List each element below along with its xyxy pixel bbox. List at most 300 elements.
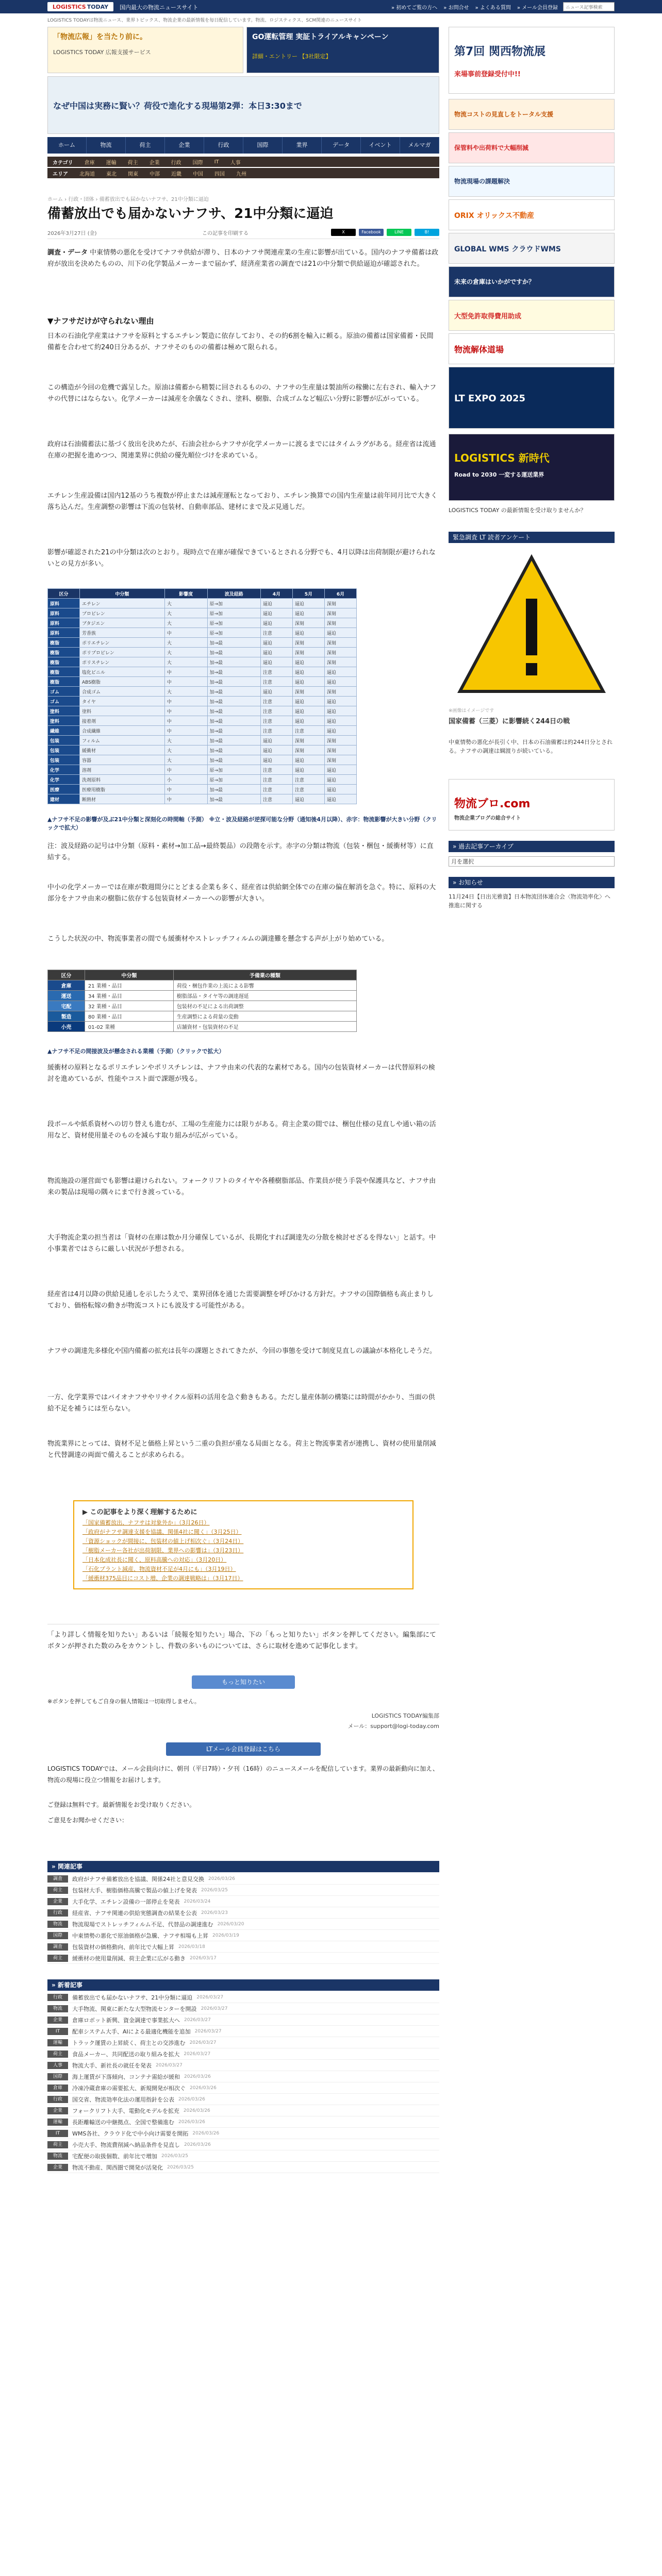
news-title[interactable]: 倉庫ロボット新興、資金調達で事業拡大へ bbox=[72, 2016, 180, 2024]
top-link-register[interactable]: » メール会員登録 bbox=[517, 5, 558, 11]
list-item[interactable] bbox=[47, 2003, 439, 2014]
related-reading-link[interactable]: 「緩衝材375品目にコスト増、企業の調達戦略は」（3月17日） bbox=[82, 1575, 243, 1582]
table-cell: 容器 bbox=[80, 755, 165, 765]
table-cell: 逼迫 bbox=[324, 667, 356, 677]
table-cell: ゴム bbox=[48, 697, 80, 706]
news-title[interactable]: 長距離輸送の中継拠点、全国で整備進む bbox=[72, 2119, 174, 2126]
ad-cost-title: 物流コストの見直しをトータル支援 bbox=[454, 111, 554, 118]
table-row bbox=[48, 775, 357, 785]
table-cell: 深刻 bbox=[324, 638, 356, 648]
nav-item[interactable]: 国際 bbox=[243, 137, 283, 154]
table-cell: 包装材の不足による出荷調整 bbox=[173, 1001, 356, 1011]
category-link[interactable]: 運輸 bbox=[106, 160, 117, 166]
paragraph-text: 中東情勢の悪化を受けてナフサ供給が滞り、日本のナフサ関連産業の生産に影響が出ている。国内のナフサ備蓄は政府が放出を決めたものの、川下の化学製品メーカーまで届かず、経済産業省の調査では21の中分類で供給逼迫が確認された。 bbox=[47, 249, 439, 268]
news-title[interactable]: 経産省、ナフサ関連の供給実態調査の結果を公表 bbox=[72, 1909, 197, 1917]
table-cell: 注意 bbox=[260, 667, 292, 677]
table-cell: ABS樹脂 bbox=[80, 677, 165, 687]
list-item[interactable] bbox=[47, 1896, 439, 1907]
article-paragraph: 一方、化学業界ではバイオナフサやリサイクル原料の活用を急ぐ動きもある。ただし量産体制の構築には時間がかかり、当面の供給不足を補うには至らない。 bbox=[47, 1394, 435, 1413]
forecast-table[interactable] bbox=[47, 588, 357, 804]
table-cell: 注意 bbox=[292, 726, 324, 736]
ad-lt-expo[interactable] bbox=[449, 367, 615, 429]
list-item[interactable] bbox=[47, 2082, 439, 2094]
table-cell: ブタジエン bbox=[80, 618, 165, 628]
table-cell: 中 bbox=[164, 697, 207, 706]
ad-top-1[interactable] bbox=[47, 27, 243, 73]
top-link-first-visit[interactable]: » 初めてご覧の方へ bbox=[391, 5, 438, 11]
top-link-faq[interactable]: » よくある質問 bbox=[475, 5, 511, 11]
notice-heading: » お知らせ bbox=[449, 877, 615, 888]
news-date: 2026/03/27 bbox=[184, 2017, 211, 2023]
ad-dojo-title: 物流解体道場 bbox=[454, 345, 504, 354]
news-date: 2026/03/18 bbox=[178, 1944, 205, 1950]
notice-text[interactable]: 11月24日【日出光雅資】日本物流団体連合会〈物流効率化〉へ推進に関する bbox=[449, 893, 610, 909]
article-paragraph: 物流業界にとっては、資材不足と価格上昇という二重の負担が重なる局面となる。荷主と物流事業者が連携し、資材の使用量削減と代替調達の両面で備えることが求められる。 bbox=[47, 1440, 436, 1459]
poll-heading: 緊急調査 LT 読者アンケート bbox=[449, 532, 615, 543]
related-reading-list bbox=[82, 1518, 404, 1583]
content-wrap bbox=[47, 27, 615, 2576]
table-cell: 逼迫 bbox=[324, 726, 356, 736]
list-item[interactable] bbox=[47, 1873, 439, 1885]
table-cell: 中 bbox=[164, 628, 207, 638]
table-cell: 包装 bbox=[48, 755, 80, 765]
table-cell: 中 bbox=[164, 677, 207, 687]
member-text: LOGISTICS TODAYでは、メール会員向けに、朝刊（平日7時）・夕刊（16時）のニュースメールを配信しています。業界の最新動向に加え、物流の現場に役立つ情報をお届けします。 bbox=[47, 1765, 439, 1784]
area-link[interactable]: 九州 bbox=[236, 171, 246, 177]
archive-select[interactable]: 月を選択 bbox=[449, 856, 615, 867]
ad-expo-title: LT EXPO 2025 bbox=[454, 393, 526, 404]
article-paragraph: 注：波及経路の記号は中分類（原料・素材→加工品→最終製品）の段階を示す。赤字の分類は物流（包装・梱包・緩衝材等）に直結する。 bbox=[47, 842, 434, 861]
table-cell: 深刻 bbox=[324, 745, 356, 755]
category-link[interactable]: 倉庫 bbox=[84, 160, 95, 166]
news-date: 2026/03/26 bbox=[184, 2074, 211, 2079]
news-title[interactable]: トラック運賃の上昇続く、荷主との交渉進む bbox=[72, 2039, 186, 2046]
list-item[interactable] bbox=[47, 2026, 439, 2037]
table-cell: 加→最 bbox=[207, 638, 260, 648]
ad-banner[interactable] bbox=[47, 76, 439, 134]
table-cell: 樹脂 bbox=[48, 648, 80, 657]
table-cell: 注意 bbox=[260, 628, 292, 638]
related-news-heading: » 関連記事 bbox=[47, 1861, 439, 1872]
table-cell: 包装 bbox=[48, 736, 80, 745]
news-title[interactable]: 小売大手、物流費削減へ納品条件を見直し bbox=[72, 2141, 180, 2148]
table-cell: 逼迫 bbox=[260, 608, 292, 618]
table-row bbox=[48, 736, 357, 745]
list-item[interactable] bbox=[47, 1907, 439, 1919]
ad-blog[interactable] bbox=[449, 779, 615, 831]
ad-future-warehouse[interactable] bbox=[449, 266, 615, 297]
table-cell: 逼迫 bbox=[260, 618, 292, 628]
table-header-row bbox=[48, 970, 357, 980]
table-cell: 中 bbox=[164, 716, 207, 726]
nav-item[interactable]: 企業 bbox=[165, 137, 204, 154]
article-paragraph: 大手物流企業の担当者は「資材の在庫は数か月分確保しているが、長期化すれば調達先の分散を検討せざるを得ない」と話す。中小事業者ではさらに厳しい状況が予想される。 bbox=[47, 1234, 436, 1253]
nav-item[interactable]: データ bbox=[322, 137, 361, 154]
news-title[interactable]: 物流不動産、関西圏で開発が活発化 bbox=[72, 2164, 163, 2171]
table-cell: 注意 bbox=[260, 794, 292, 804]
news-title[interactable]: 包装材大手、樹脂価格高騰で製品の値上げを発表 bbox=[72, 1887, 197, 1894]
table-cell: 生産調整による荷量の変動 bbox=[173, 1011, 356, 1022]
table-row bbox=[48, 648, 357, 657]
table-header-cell: 4月 bbox=[260, 589, 292, 599]
ad-top-2-sub: 詳細・エントリー 【3社限定】 bbox=[252, 53, 332, 60]
table-cell: 大 bbox=[164, 736, 207, 745]
article-paragraph: エチレン生産設備は国内12基のうち複数が停止または減産運転となっており、エチレン換算での国内生産量は前年同月比で大きく落ち込んだ。生産調整の影響は下流の包装材、自動車部品、建材にまで及ぶ見通しだ。 bbox=[47, 492, 438, 511]
newsletter-promo[interactable]: LOGISTICS TODAY の最新情報を受け取りませんか？ bbox=[449, 507, 586, 514]
nav-item[interactable]: 物流 bbox=[87, 137, 126, 154]
site-tagline: 国内最大の物流ニュースサイト bbox=[120, 4, 198, 11]
table-cell: 塗料 bbox=[80, 706, 165, 716]
table-cell: 逼迫 bbox=[324, 706, 356, 716]
news-date: 2026/03/27 bbox=[156, 2062, 183, 2068]
table-cell: 加→最 bbox=[207, 716, 260, 726]
share-x-button[interactable]: X bbox=[331, 229, 356, 236]
table-cell: 原料 bbox=[48, 608, 80, 618]
news-title[interactable]: 物流現場でストレッチフィルム不足、代替品の調達進む bbox=[72, 1921, 213, 1928]
site-logo[interactable] bbox=[47, 2, 113, 11]
news-title[interactable]: 物流大手、新社長の就任を発表 bbox=[72, 2062, 152, 2069]
table-cell: 塩化ビニル bbox=[80, 667, 165, 677]
warning-icon bbox=[449, 547, 615, 702]
list-item[interactable] bbox=[47, 2014, 439, 2026]
nav-item[interactable]: イベント bbox=[361, 137, 400, 154]
feedback-label: ご意見をお聞かせください： bbox=[47, 1817, 128, 1824]
table-cell: 逼迫 bbox=[260, 599, 292, 608]
area-link[interactable]: 中国 bbox=[193, 171, 203, 177]
news-title[interactable]: フォークリフト大手、電動化モデルを拡充 bbox=[72, 2107, 179, 2114]
table-row bbox=[48, 697, 357, 706]
table-cell: 樹脂 bbox=[48, 677, 80, 687]
category-badge: 荷主 bbox=[47, 1955, 68, 1962]
table-cell: 逼迫 bbox=[292, 716, 324, 726]
news-title[interactable]: 大手物流、関東に新たな大型物流センターを開設 bbox=[72, 2005, 197, 2012]
article-date: 2026年3月27日 (金) bbox=[47, 231, 97, 236]
table-cell: 塗料 bbox=[48, 706, 80, 716]
table-cell: 芳香族 bbox=[80, 628, 165, 638]
table-cell: 緩衝材 bbox=[80, 745, 165, 755]
news-title[interactable]: 包装資材の価格動向、前年比で大幅上昇 bbox=[72, 1943, 174, 1951]
related-reading-link[interactable]: 「石化プラント減産、物流資材不足が4月にも」（3月19日） bbox=[82, 1566, 236, 1572]
table-cell: 合成繊維 bbox=[80, 726, 165, 736]
ad-new-era[interactable] bbox=[449, 434, 615, 501]
area-link[interactable]: 中部 bbox=[150, 171, 160, 177]
table-cell: 小 bbox=[164, 775, 207, 785]
table-cell: 包装 bbox=[48, 745, 80, 755]
table-cell: 逼迫 bbox=[260, 755, 292, 765]
right-sidebar bbox=[449, 27, 615, 2576]
table-cell: 原→加 bbox=[207, 775, 260, 785]
search-input[interactable]: ニュース記事検索 bbox=[563, 2, 615, 11]
nav-item[interactable]: ホーム bbox=[47, 137, 87, 154]
list-item[interactable] bbox=[47, 2094, 439, 2105]
list-item[interactable] bbox=[47, 2071, 439, 2082]
related-reading-link[interactable]: 「政府がナフサ調達支援を協議、関係4社に聞く」（3月25日） bbox=[82, 1529, 242, 1535]
area-link[interactable]: 北海道 bbox=[79, 171, 95, 177]
category-badge: IT bbox=[47, 2130, 68, 2137]
table-header-cell: 予備業の種類 bbox=[173, 970, 356, 980]
table-cell: ポリエチレン bbox=[80, 638, 165, 648]
table-row bbox=[48, 677, 357, 687]
news-title[interactable]: 宅配便の取扱個数、前年比で増加 bbox=[72, 2153, 157, 2160]
table-cell: 01-02 業種 bbox=[85, 1022, 173, 1032]
news-title[interactable]: 海上運賃が下落傾向、コンテナ需給が緩和 bbox=[72, 2073, 180, 2080]
ad-top-2-title: GO運転管理 実証トライアルキャンペーン bbox=[252, 33, 389, 41]
table-cell: 大 bbox=[164, 648, 207, 657]
table-header-cell: 中分類 bbox=[80, 589, 165, 599]
news-date: 2026/03/26 bbox=[178, 2119, 205, 2125]
table-cell: 原→加 bbox=[207, 628, 260, 638]
table-cell: 大 bbox=[164, 745, 207, 755]
list-item[interactable] bbox=[47, 1885, 439, 1896]
article-paragraph: 経産省は4月以降の供給見通しを示したうえで、業界団体を通じた需要調整を呼びかける方針だ。ナフサの国際価格も高止まりしており、価格転嫁の動きが物流コストにも波及する可能性がある。 bbox=[47, 1291, 434, 1310]
table-cell: ゴム bbox=[48, 687, 80, 697]
article-paragraph: こうした状況の中、物流事業者の間でも緩衝材やストレッチフィルムの調達難を懸念する声が上がり始めている。 bbox=[47, 935, 389, 943]
list-item[interactable] bbox=[47, 2060, 439, 2071]
warning-image[interactable] bbox=[449, 547, 615, 702]
table-cell: 大 bbox=[164, 687, 207, 697]
related-reading-link[interactable]: 「日本化成社長に聞く、原料高騰への対応」（3月20日） bbox=[82, 1556, 227, 1563]
article-paragraph: 政府は石油備蓄法に基づく放出を決めたが、石油会社からナフサが化学メーカーに渡るまでにはタイムラグがある。経産省は流通在庫の把握を進めつつ、関連業界に供給の優先順位づけを求めている。 bbox=[47, 440, 436, 460]
category-link[interactable]: 国際 bbox=[192, 160, 203, 166]
table-cell: 加→最 bbox=[207, 785, 260, 794]
warning-title[interactable]: 国家備蓄（三菱）に影響続く244日の戦 bbox=[449, 718, 570, 725]
news-date: 2026/03/19 bbox=[212, 1933, 239, 1938]
news-title[interactable]: WMS各社、クラウド化で中小向け需要を開拓 bbox=[72, 2130, 189, 2137]
news-date: 2026/03/25 bbox=[201, 1887, 228, 1893]
table-cell: 中 bbox=[164, 667, 207, 677]
table-cell: 化学 bbox=[48, 765, 80, 775]
news-date: 2026/03/26 bbox=[183, 2108, 210, 2113]
table-row bbox=[48, 980, 357, 991]
nav-item[interactable]: 業界 bbox=[283, 137, 322, 154]
ad-top-2[interactable] bbox=[246, 27, 439, 73]
table-cell: 逼迫 bbox=[260, 638, 292, 648]
table-cell: 建材 bbox=[48, 794, 80, 804]
news-title[interactable]: 食品メーカー、共同配送の取り組みを拡大 bbox=[72, 2050, 180, 2058]
table-cell: 原料 bbox=[48, 628, 80, 638]
share-line-button[interactable]: LINE bbox=[387, 229, 411, 236]
like-note: ※ボタンを押してもご自身の個人情報は一切取得しません。 bbox=[47, 1698, 200, 1705]
ad-wms[interactable] bbox=[449, 233, 615, 264]
table-cell: 大 bbox=[164, 657, 207, 667]
category-link[interactable]: 行政 bbox=[171, 160, 181, 166]
table-cell: 加→最 bbox=[207, 726, 260, 736]
share-hatena-button[interactable]: B! bbox=[415, 229, 439, 236]
list-item[interactable] bbox=[47, 2105, 439, 2116]
table-cell: 加→最 bbox=[207, 706, 260, 716]
related-reading-link[interactable]: 「資源ショックが間接に、包装材の値上げ相次ぐ」（3月24日） bbox=[82, 1538, 244, 1545]
news-title[interactable]: 政府がナフサ備蓄放出を協議、関係24社と意見交換 bbox=[72, 1875, 204, 1883]
like-text: 「より詳しく情報を知りたい」あるいは「続報を知りたい」場合、下の「もっと知りたい」ボタンを押してください。編集部にてボタンが押された数のみをカウントし、件数の多いものについては、さらに取材を進めて記事化します。 bbox=[47, 1631, 437, 1650]
list-item[interactable] bbox=[47, 1919, 439, 1930]
news-title[interactable]: 備蓄放出でも届かないナフサ、21中分類に逼迫 bbox=[72, 1994, 193, 2001]
news-date: 2026/03/25 bbox=[167, 2164, 194, 2170]
nav-item[interactable]: メルマガ bbox=[400, 137, 439, 154]
member-note: ご登録は無料です。最新情報をお受け取りください。 bbox=[47, 1801, 196, 1808]
table-cell: 接着剤 bbox=[80, 716, 165, 726]
article-paragraph: 段ボールや紙系資材への切り替えも進むが、工場の生産能力には限りがある。荷主企業の間では、梱包仕様の見直しや通い箱の活用など、資材使用量そのものを減らす取り組みが広がっている。 bbox=[47, 1121, 436, 1140]
article-paragraph: ナフサの調達先多様化や国内備蓄の拡充は長年の課題とされてきたが、今回の事態を受けて制度見直しの議論が本格化しそうだ。 bbox=[47, 1347, 437, 1355]
table-cell: 逼迫 bbox=[292, 755, 324, 765]
article-paragraph: この構造が今回の危機で露呈した。原油は備蓄から精製に回されるものの、ナフサの生産量は製油所の稼働に左右され、輸入ナフサの代替にはならない。化学メーカーは減産を余儀なくされ、塗料、樹脂、合成ゴムなど幅広い分野に影響が広がっている。 bbox=[47, 384, 437, 403]
category-badge: 物流 bbox=[47, 2005, 68, 2012]
news-date: 2026/03/27 bbox=[184, 2051, 211, 2057]
ad-kansai-title: 第7回 関西物流展 bbox=[454, 45, 545, 58]
related-news-list bbox=[47, 1873, 439, 1964]
category-label: カテゴリ bbox=[53, 160, 73, 166]
table-cell: 注意 bbox=[260, 785, 292, 794]
table-cell: 深刻 bbox=[324, 755, 356, 765]
list-item[interactable] bbox=[47, 2037, 439, 2048]
category-link[interactable]: 企業 bbox=[149, 160, 160, 166]
table-cell: 加→最 bbox=[207, 648, 260, 657]
table-cell: 加→最 bbox=[207, 697, 260, 706]
ad-orix[interactable] bbox=[449, 199, 615, 230]
nav-item[interactable]: 行政 bbox=[204, 137, 243, 154]
category-link[interactable]: 人事 bbox=[230, 160, 241, 166]
news-date: 2026/03/27 bbox=[196, 1994, 224, 2000]
table-row bbox=[48, 716, 357, 726]
table-cell: 原→加 bbox=[207, 608, 260, 618]
list-item[interactable] bbox=[47, 2162, 439, 2173]
area-link[interactable]: 関東 bbox=[128, 171, 138, 177]
want-more-button[interactable]: もっと知りたい bbox=[192, 1675, 295, 1689]
ad-banner-title: なぜ中国は実務に賢い？荷役で進化する現場第2弾：本日3:30まで bbox=[53, 101, 302, 111]
ad-problem[interactable] bbox=[449, 166, 615, 197]
top-link-contact[interactable]: » お問合せ bbox=[443, 5, 469, 11]
category-badge: 運輸 bbox=[47, 2119, 68, 2126]
news-title[interactable]: 配車システム大手、AIによる最適化機能を追加 bbox=[72, 2028, 191, 2035]
member-register-button[interactable]: LTメール会員登録はこちら bbox=[166, 1742, 321, 1756]
table-cell: 中 bbox=[164, 706, 207, 716]
table-header-cell: 中分類 bbox=[85, 970, 173, 980]
lead-label: 調査・データ bbox=[47, 249, 88, 257]
category-badge: 企業 bbox=[47, 2016, 68, 2024]
table-cell: 深刻 bbox=[324, 687, 356, 697]
category-link[interactable]: IT bbox=[214, 159, 219, 165]
list-item[interactable] bbox=[47, 2150, 439, 2162]
table-cell: 倉庫 bbox=[48, 980, 85, 991]
table-cell: 塗料 bbox=[48, 716, 80, 726]
area-link[interactable]: 四国 bbox=[214, 171, 225, 177]
category-badge: 人事 bbox=[47, 2062, 68, 2069]
list-item[interactable] bbox=[47, 1992, 439, 2003]
area-row bbox=[47, 168, 439, 178]
related-reading-link[interactable]: 「樹脂メーカー各社が出荷制限、業界への影響は」（3月23日） bbox=[82, 1547, 244, 1554]
list-item[interactable] bbox=[47, 2048, 439, 2060]
table-cell: 深刻 bbox=[292, 618, 324, 628]
table-cell: 逼迫 bbox=[292, 765, 324, 775]
table-cell: 逼迫 bbox=[324, 765, 356, 775]
table-header-cell: 区分 bbox=[48, 970, 85, 980]
list-item[interactable] bbox=[47, 1953, 439, 1964]
table-cell: 逼迫 bbox=[292, 608, 324, 618]
table-cell: 逼迫 bbox=[292, 677, 324, 687]
ad-license[interactable] bbox=[449, 300, 615, 331]
news-title[interactable]: 大手化学、エチレン設備の一部停止を発表 bbox=[72, 1898, 180, 1905]
table-cell: 深刻 bbox=[324, 648, 356, 657]
table-cell: 注意 bbox=[292, 775, 324, 785]
table-cell: タイヤ bbox=[80, 697, 165, 706]
list-item[interactable] bbox=[47, 2116, 439, 2128]
nav-item[interactable]: 荷主 bbox=[126, 137, 165, 154]
category-link[interactable]: 荷主 bbox=[127, 160, 138, 166]
ad-cost-support[interactable] bbox=[449, 99, 615, 130]
table-row bbox=[48, 794, 357, 804]
category-badge: 行政 bbox=[47, 2096, 68, 2103]
news-date: 2026/03/26 bbox=[178, 2096, 205, 2102]
list-item[interactable] bbox=[47, 1941, 439, 1953]
ad-dojo[interactable] bbox=[449, 333, 615, 364]
print-link[interactable]: この記事を印刷する bbox=[202, 231, 249, 236]
ad-kansai-sub: 来場事前登録受付中!! bbox=[454, 71, 521, 78]
news-title[interactable]: 冷凍冷蔵倉庫の需要拡大、新規開発が相次ぐ bbox=[72, 2084, 186, 2092]
table-row bbox=[48, 657, 357, 667]
zones-table[interactable] bbox=[47, 970, 357, 1032]
table-cell: 深刻 bbox=[324, 618, 356, 628]
news-date: 2026/03/20 bbox=[217, 1921, 244, 1927]
news-date: 2026/03/26 bbox=[208, 1876, 235, 1882]
table-cell: フィルム bbox=[80, 736, 165, 745]
top-links bbox=[391, 3, 558, 11]
news-title[interactable]: 中東情勢の悪化で原油価格が急騰、ナフサ相場も上昇 bbox=[72, 1932, 208, 1939]
table-cell: 小売 bbox=[48, 1022, 85, 1032]
table-cell: 断熱材 bbox=[80, 794, 165, 804]
table-cell: 深刻 bbox=[292, 687, 324, 697]
ad-storage[interactable] bbox=[449, 132, 615, 163]
category-badge: 行政 bbox=[47, 1994, 68, 2001]
news-title[interactable]: 緩衝材の使用量削減、荷主企業に広がる動き bbox=[72, 1955, 186, 1962]
area-link[interactable]: 近畿 bbox=[171, 171, 181, 177]
list-item[interactable] bbox=[47, 1930, 439, 1941]
table-cell: 深刻 bbox=[324, 736, 356, 745]
table-cell: 大 bbox=[164, 755, 207, 765]
share-facebook-button[interactable]: Facebook bbox=[359, 229, 384, 236]
table-cell: 化学 bbox=[48, 775, 80, 785]
list-item[interactable] bbox=[47, 2128, 439, 2139]
area-link[interactable]: 東北 bbox=[106, 171, 117, 177]
news-title[interactable]: 国交省、物流効率化法の運用指針を公表 bbox=[72, 2096, 174, 2103]
category-row bbox=[47, 157, 439, 167]
related-reading-link[interactable]: 「国家備蓄放出、ナフサは対象外か」（3月26日） bbox=[82, 1519, 210, 1526]
table-cell: 逼迫 bbox=[260, 687, 292, 697]
ad-storage-title: 保管料や出荷料で大幅削減 bbox=[454, 144, 529, 151]
table-row bbox=[48, 755, 357, 765]
table-cell: 注意 bbox=[260, 775, 292, 785]
logo-text-b: TODAY bbox=[87, 3, 109, 10]
table-row bbox=[48, 1011, 357, 1022]
table-row bbox=[48, 608, 357, 618]
category-badge: 荷主 bbox=[47, 2141, 68, 2148]
table-cell: 注意 bbox=[260, 706, 292, 716]
table-cell: 逼迫 bbox=[260, 745, 292, 755]
table-row bbox=[48, 1001, 357, 1011]
news-date: 2026/03/26 bbox=[184, 2142, 211, 2147]
table-cell: 逼迫 bbox=[260, 648, 292, 657]
article-paragraph: 物流施設の運営面でも影響は避けられない。フォークリフトのタイヤや各種樹脂部品、作業員が使う手袋や保護具など、ナフサ由来の製品は現場の隅々にまで行き渡っている。 bbox=[47, 1177, 436, 1196]
site-subline: LOGISTICS TODAYは物流ニュース、業界トピックス、物流企業の最新情報を毎日配信しています。物流、ロジスティクス、SCM関連のニュースサイト bbox=[47, 18, 362, 23]
table-cell: 加→最 bbox=[207, 794, 260, 804]
table-cell: 逼迫 bbox=[292, 697, 324, 706]
editor-email[interactable]: メール：support@logi-today.com bbox=[347, 1723, 439, 1730]
table-row bbox=[48, 628, 357, 638]
table-cell: 34 業種・品目 bbox=[85, 991, 173, 1001]
category-badge: 運輸 bbox=[47, 2039, 68, 2046]
table-cell: 加→最 bbox=[207, 736, 260, 745]
table-cell: 注意 bbox=[260, 765, 292, 775]
list-item[interactable] bbox=[47, 2139, 439, 2150]
ad-kansai-logistics[interactable] bbox=[449, 27, 615, 94]
